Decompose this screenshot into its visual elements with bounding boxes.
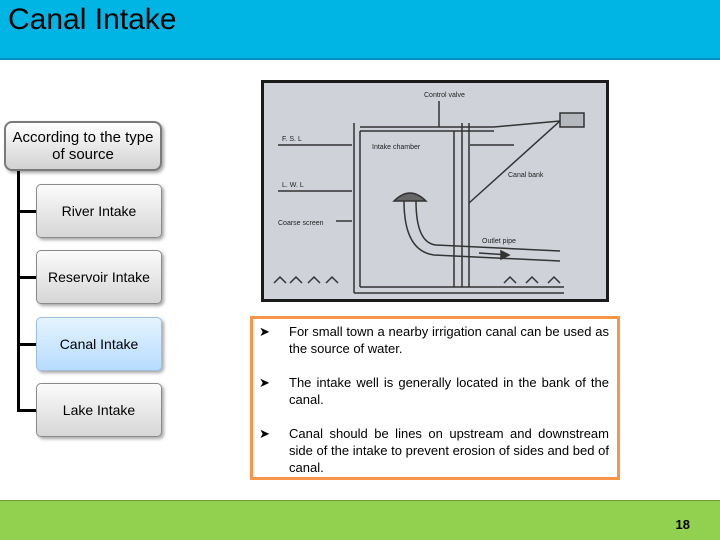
- title-bar: [0, 0, 720, 60]
- bullet-item: [259, 425, 609, 476]
- label-lwl: L. W. L: [282, 182, 304, 189]
- label-control-valve: Control valve: [424, 92, 465, 99]
- tree-connector-canal: [17, 343, 37, 346]
- arrowhead-bullet-icon: ➤: [259, 324, 270, 339]
- arrowhead-bullet-icon: ➤: [259, 426, 270, 441]
- tree-node-reservoir-intake: Reservoir Intake: [36, 250, 162, 304]
- slide-title: Canal Intake: [8, 3, 177, 36]
- page-number: 18: [675, 517, 690, 532]
- bullet-text: For small town a nearby irrigation canal can be used as the source of water.: [289, 324, 609, 356]
- bullet-item: [259, 374, 609, 408]
- tree-node-river-intake: River Intake: [36, 184, 162, 238]
- tree-connector-vertical: [17, 171, 20, 412]
- description-box: [250, 316, 620, 480]
- tree-node-lake-intake: Lake Intake: [36, 383, 162, 437]
- footer-bar: [0, 500, 720, 540]
- tree-node-canal-intake: Canal Intake: [36, 317, 162, 371]
- tree-connector-lake: [17, 409, 37, 412]
- diagram-drawing: [264, 83, 606, 299]
- arrowhead-bullet-icon: ➤: [259, 375, 270, 390]
- canal-intake-diagram: [261, 80, 609, 302]
- label-fsl: F. S. L: [282, 136, 302, 143]
- bullet-text: The intake well is generally located in the bank of the canal.: [289, 375, 609, 407]
- label-outlet-pipe: Outlet pipe: [482, 238, 516, 245]
- bullet-text: Canal should be lines on upstream and downstream side of the intake to prevent erosion of sides and bed of canal.: [289, 426, 609, 475]
- tree-connector-river: [17, 210, 37, 213]
- label-canal-bank: Canal bank: [508, 172, 544, 179]
- tree-root-node: According to the type of source: [4, 121, 162, 171]
- bullet-item: [259, 323, 609, 357]
- label-coarse-screen: Coarse screen: [278, 220, 324, 227]
- label-intake-chamber: Intake chamber: [372, 144, 421, 151]
- tree-connector-reservoir: [17, 276, 37, 279]
